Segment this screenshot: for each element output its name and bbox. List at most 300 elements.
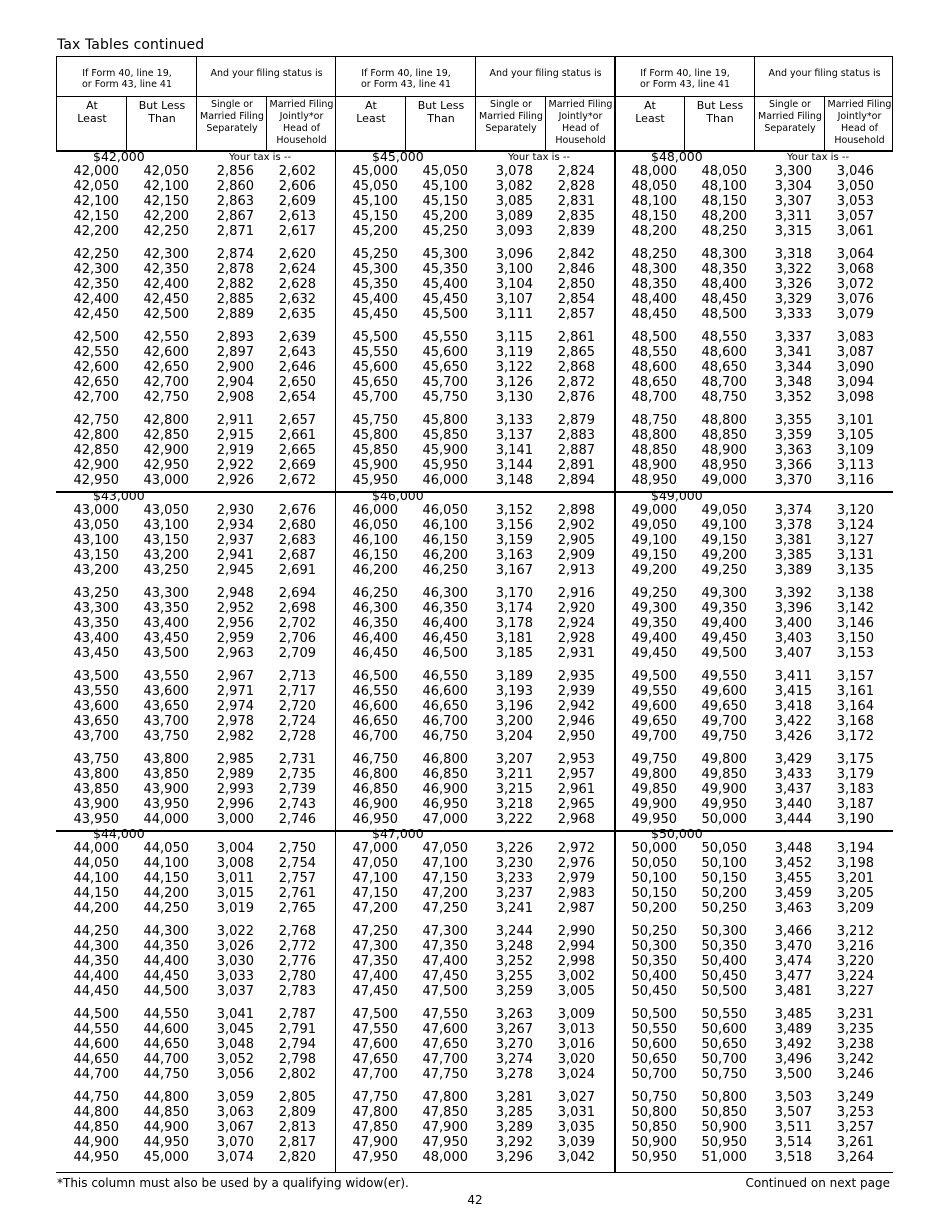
table-row [615, 307, 894, 322]
but-less-than-value: 42,350 [143, 262, 189, 277]
row-group [57, 752, 336, 827]
but-less-than-value: 50,250 [701, 901, 747, 916]
at-least-value: 42,400 [73, 292, 119, 307]
married-tax-value: 2,965 [557, 797, 595, 812]
single-tax-value: 2,915 [216, 428, 254, 443]
but-less-than-value: 48,000 [422, 1150, 468, 1165]
but-less-than-value: 44,200 [143, 886, 189, 901]
table-row [57, 586, 336, 601]
single-tax-value: 3,329 [774, 292, 812, 307]
at-least-value: 44,350 [73, 954, 119, 969]
at-least-value: 46,100 [352, 533, 398, 548]
single-tax-value: 3,307 [774, 194, 812, 209]
but-less-than-value: 43,700 [143, 714, 189, 729]
table-row [336, 563, 615, 578]
row-group [336, 503, 615, 586]
but-less-than-value: 46,350 [422, 601, 468, 616]
single-tax-value: 3,019 [216, 901, 254, 916]
single-tax-value: 3,045 [216, 1022, 254, 1037]
married-tax-value: 2,842 [557, 247, 595, 262]
single-tax-value: 2,919 [216, 443, 254, 458]
single-tax-value: 2,993 [216, 782, 254, 797]
but-less-than-value: 44,950 [143, 1135, 189, 1150]
at-least-value: 49,300 [631, 601, 677, 616]
but-less-than-value: 45,850 [422, 428, 468, 443]
single-tax-value: 2,922 [216, 458, 254, 473]
but-less-than-value: 45,000 [143, 1150, 189, 1165]
single-tax-value: 3,011 [216, 871, 254, 886]
at-least-value: 49,700 [631, 729, 677, 744]
but-less-than-value: 47,550 [422, 1007, 468, 1022]
but-less-than-value: 43,350 [143, 601, 189, 616]
single-tax-value: 3,196 [495, 699, 533, 714]
single-tax-value: 2,989 [216, 767, 254, 782]
but-less-than-value: 49,050 [701, 503, 747, 518]
table-row [57, 503, 336, 518]
married-tax-value: 2,757 [278, 871, 316, 886]
single-tax-value: 3,133 [495, 413, 533, 428]
single-tax-value: 3,218 [495, 797, 533, 812]
single-tax-value: 3,015 [216, 886, 254, 901]
but-less-than-value: 48,050 [701, 164, 747, 179]
single-tax-value: 3,141 [495, 443, 533, 458]
table-row [57, 262, 336, 277]
table-row [615, 345, 894, 360]
table-row [336, 1105, 615, 1120]
column-group-header [336, 57, 615, 96]
income-section [336, 489, 615, 827]
header-line: But Less [138, 99, 186, 112]
but-less-than-value: 48,850 [701, 428, 747, 443]
single-tax-value: 3,296 [495, 1150, 533, 1165]
but-less-than-value: 44,050 [143, 841, 189, 856]
single-tax-value: 3,244 [495, 924, 533, 939]
table-row [336, 841, 615, 856]
but-less-than-value: 47,350 [422, 939, 468, 954]
at-least-value: 47,700 [352, 1067, 398, 1082]
at-least-value: 49,000 [631, 503, 677, 518]
single-tax-value: 3,033 [216, 969, 254, 984]
table-row [615, 669, 894, 684]
married-tax-value: 3,161 [836, 684, 874, 699]
table-row [336, 767, 615, 782]
married-tax-value: 3,198 [836, 856, 874, 871]
at-least-value: 44,400 [73, 969, 119, 984]
married-tax-value: 3,027 [557, 1090, 595, 1105]
married-tax-value: 2,994 [557, 939, 595, 954]
single-tax-value: 3,289 [495, 1120, 533, 1135]
table-row [336, 601, 615, 616]
but-less-than-value: 44,650 [143, 1037, 189, 1052]
single-tax-value: 2,937 [216, 533, 254, 548]
continued-note: Continued on next page [745, 1176, 890, 1190]
but-less-than-value: 47,500 [422, 984, 468, 999]
but-less-than-value: 48,250 [701, 224, 747, 239]
table-row [336, 518, 615, 533]
single-tax-value: 3,459 [774, 886, 812, 901]
married-tax-value: 2,735 [278, 767, 316, 782]
single-tax-value: 3,304 [774, 179, 812, 194]
at-least-value: 47,550 [352, 1022, 398, 1037]
your-tax-label: Your tax is -- [508, 152, 571, 163]
single-tax-value: 3,181 [495, 631, 533, 646]
married-tax-value: 2,905 [557, 533, 595, 548]
single-tax-value: 3,263 [495, 1007, 533, 1022]
single-tax-value: 2,945 [216, 563, 254, 578]
table-row [336, 901, 615, 916]
single-tax-value: 2,856 [216, 164, 254, 179]
table-row [336, 375, 615, 390]
table-row [57, 1007, 336, 1022]
row-group [336, 586, 615, 669]
table-row [336, 1135, 615, 1150]
single-tax-value: 3,200 [495, 714, 533, 729]
single-tax-value: 3,063 [216, 1105, 254, 1120]
table-row [57, 714, 336, 729]
but-less-than-value: 44,400 [143, 954, 189, 969]
header-line: Jointly*or [558, 111, 603, 122]
but-less-than-value: 49,150 [701, 533, 747, 548]
your-tax-label: Your tax is -- [229, 152, 292, 163]
income-section [336, 827, 615, 1165]
table-row [615, 262, 894, 277]
married-jointly-header [546, 99, 615, 147]
single-tax-value: 3,466 [774, 924, 812, 939]
but-less-than-value: 45,150 [422, 194, 468, 209]
single-tax-value: 3,085 [495, 194, 533, 209]
if-form-line: or Form 43, line 41 [360, 79, 452, 90]
row-group [57, 1090, 336, 1165]
but-less-than-value: 49,450 [701, 631, 747, 646]
table-panel [57, 57, 336, 1165]
but-less-than-value: 43,150 [143, 533, 189, 548]
married-tax-value: 3,120 [836, 503, 874, 518]
married-tax-value: 2,683 [278, 533, 316, 548]
married-tax-value: 3,135 [836, 563, 874, 578]
married-tax-value: 2,772 [278, 939, 316, 954]
at-least-value: 46,550 [352, 684, 398, 699]
table-row [57, 797, 336, 812]
but-less-than-value: 44,750 [143, 1067, 189, 1082]
header-line: Least [635, 112, 665, 125]
single-tax-value: 2,948 [216, 586, 254, 601]
but-less-than-value: 49,300 [701, 586, 747, 601]
column-headers [57, 96, 336, 150]
table-row [336, 458, 615, 473]
married-tax-value: 2,694 [278, 586, 316, 601]
table-row [336, 924, 615, 939]
at-least-value: 49,550 [631, 684, 677, 699]
table-row [57, 646, 336, 661]
married-tax-value: 3,113 [836, 458, 874, 473]
married-tax-value: 2,828 [557, 179, 595, 194]
single-tax-value: 3,248 [495, 939, 533, 954]
table-row [57, 224, 336, 239]
at-least-value: 49,450 [631, 646, 677, 661]
table-row [615, 886, 894, 901]
married-tax-value: 2,661 [278, 428, 316, 443]
at-least-value: 48,700 [631, 390, 677, 405]
table-row [615, 699, 894, 714]
married-tax-value: 2,624 [278, 262, 316, 277]
but-less-than-value: 44,100 [143, 856, 189, 871]
single-tax-value: 3,385 [774, 548, 812, 563]
married-tax-value: 2,987 [557, 901, 595, 916]
but-less-than-value: 42,800 [143, 413, 189, 428]
but-less-than-value: 46,950 [422, 797, 468, 812]
table-row [57, 443, 336, 458]
table-row [336, 1007, 615, 1022]
at-least-value: 46,150 [352, 548, 398, 563]
table-row [336, 194, 615, 209]
at-least-value: 49,250 [631, 586, 677, 601]
but-less-than-value: 50,400 [701, 954, 747, 969]
table-row [336, 224, 615, 239]
row-group [57, 247, 336, 330]
at-least-value: 46,350 [352, 616, 398, 631]
single-tax-value: 3,270 [495, 1037, 533, 1052]
at-least-value: 46,850 [352, 782, 398, 797]
but-less-than-value: 50,900 [701, 1120, 747, 1135]
table-row [615, 428, 894, 443]
but-less-than-value: 48,500 [701, 307, 747, 322]
married-tax-value: 2,809 [278, 1105, 316, 1120]
single-tax-value: 3,341 [774, 345, 812, 360]
section-heading [615, 150, 894, 164]
but-less-than-value: 42,250 [143, 224, 189, 239]
single-tax-value: 3,189 [495, 669, 533, 684]
row-group [336, 924, 615, 1007]
but-less-than-value: 43,600 [143, 684, 189, 699]
table-row [57, 375, 336, 390]
but-less-than-value: 45,900 [422, 443, 468, 458]
at-least-value: 42,800 [73, 428, 119, 443]
table-row [336, 752, 615, 767]
single-tax-value: 2,971 [216, 684, 254, 699]
single-tax-value: 3,437 [774, 782, 812, 797]
married-tax-value: 3,224 [836, 969, 874, 984]
if-form-line: or Form 43, line 41 [81, 79, 173, 90]
at-least-value: 47,750 [352, 1090, 398, 1105]
married-tax-value: 3,016 [557, 1037, 595, 1052]
married-tax-value: 3,064 [836, 247, 874, 262]
column-group-header [615, 57, 894, 96]
income-section [57, 150, 336, 488]
single-tax-value: 3,126 [495, 375, 533, 390]
at-least-value: 43,050 [73, 518, 119, 533]
at-least-value: 50,300 [631, 939, 677, 954]
single-header [476, 99, 546, 135]
row-group [57, 586, 336, 669]
if-form-label [57, 68, 197, 90]
at-least-value: 50,250 [631, 924, 677, 939]
column-headers [336, 96, 615, 150]
table-row [615, 563, 894, 578]
married-tax-value: 3,079 [836, 307, 874, 322]
but-less-than-value: 45,400 [422, 277, 468, 292]
if-form-line: If Form 40, line 19, [640, 68, 730, 79]
table-row [336, 871, 615, 886]
but-less-than-value: 43,050 [143, 503, 189, 518]
single-tax-value: 3,233 [495, 871, 533, 886]
at-least-value: 50,050 [631, 856, 677, 871]
but-less-than-value: 46,850 [422, 767, 468, 782]
row-group [57, 330, 336, 413]
row-group [57, 413, 336, 488]
at-least-value: 46,950 [352, 812, 398, 827]
header-line: Separately [206, 123, 258, 134]
at-least-value: 48,650 [631, 375, 677, 390]
single-tax-value: 3,392 [774, 586, 812, 601]
table-row [336, 292, 615, 307]
but-less-than-value: 46,750 [422, 729, 468, 744]
at-least-value: 48,250 [631, 247, 677, 262]
at-least-value: 48,350 [631, 277, 677, 292]
but-less-than-value: 50,450 [701, 969, 747, 984]
married-tax-value: 3,249 [836, 1090, 874, 1105]
table-row [615, 224, 894, 239]
single-tax-value: 3,159 [495, 533, 533, 548]
income-section [615, 489, 894, 827]
single-tax-value: 2,930 [216, 503, 254, 518]
married-tax-value: 3,153 [836, 646, 874, 661]
single-tax-value: 2,959 [216, 631, 254, 646]
at-least-value: 47,350 [352, 954, 398, 969]
at-least-value: 47,650 [352, 1052, 398, 1067]
married-tax-value: 3,046 [836, 164, 874, 179]
table-panel [336, 57, 615, 1165]
at-least-value: 44,200 [73, 901, 119, 916]
but-less-than-value: 47,450 [422, 969, 468, 984]
at-least-value: 44,550 [73, 1022, 119, 1037]
table-row [615, 969, 894, 984]
header-vertical-rule [754, 57, 755, 96]
table-row [336, 277, 615, 292]
but-less-than-value: 43,300 [143, 586, 189, 601]
table-row [336, 428, 615, 443]
table-row [615, 458, 894, 473]
row-group [57, 1007, 336, 1090]
header-line: Least [356, 112, 386, 125]
header-line: Head of [282, 123, 321, 134]
but-less-than-value: 46,600 [422, 684, 468, 699]
at-least-value: 43,600 [73, 699, 119, 714]
header-line: Married Filing [200, 111, 264, 122]
but-less-than-value: 48,800 [701, 413, 747, 428]
but-less-than-value: 44,850 [143, 1105, 189, 1120]
at-least-value: 48,500 [631, 330, 677, 345]
but-less-than-value: 47,950 [422, 1135, 468, 1150]
but-less-than-value: 50,300 [701, 924, 747, 939]
table-row [615, 684, 894, 699]
single-tax-value: 2,978 [216, 714, 254, 729]
married-tax-value: 3,053 [836, 194, 874, 209]
married-tax-value: 3,013 [557, 1022, 595, 1037]
table-row [615, 752, 894, 767]
column-headers [615, 96, 894, 150]
but-less-than-value: 45,950 [422, 458, 468, 473]
married-tax-value: 2,861 [557, 330, 595, 345]
at-least-value: 47,150 [352, 886, 398, 901]
but-less-than-value: 48,550 [701, 330, 747, 345]
single-tax-value: 2,985 [216, 752, 254, 767]
single-tax-value: 3,474 [774, 954, 812, 969]
married-tax-value: 2,946 [557, 714, 595, 729]
at-least-value: 45,150 [352, 209, 398, 224]
single-tax-value: 2,911 [216, 413, 254, 428]
but-less-than-value: 48,100 [701, 179, 747, 194]
at-least-value: 46,700 [352, 729, 398, 744]
married-tax-value: 3,050 [836, 179, 874, 194]
at-least-value: 42,600 [73, 360, 119, 375]
at-least-value: 50,750 [631, 1090, 677, 1105]
table-row [57, 413, 336, 428]
but-less-than-value: 48,600 [701, 345, 747, 360]
single-tax-value: 3,052 [216, 1052, 254, 1067]
header-vertical-rule [126, 96, 127, 150]
table-row [57, 209, 336, 224]
but-less-than-value: 48,400 [701, 277, 747, 292]
married-tax-value: 2,687 [278, 548, 316, 563]
at-least-value: 46,500 [352, 669, 398, 684]
at-least-value: 46,400 [352, 631, 398, 646]
at-least-value: 45,400 [352, 292, 398, 307]
at-least-value: 45,700 [352, 390, 398, 405]
married-tax-value: 2,657 [278, 413, 316, 428]
row-group [336, 669, 615, 752]
at-least-value: 44,000 [73, 841, 119, 856]
married-tax-value: 2,854 [557, 292, 595, 307]
at-least-value: 47,850 [352, 1120, 398, 1135]
at-least-value: 45,850 [352, 443, 398, 458]
row-group [57, 164, 336, 247]
but-less-than-value: 42,500 [143, 307, 189, 322]
but-less-than-value: 47,600 [422, 1022, 468, 1037]
table-row [615, 586, 894, 601]
single-tax-value: 3,418 [774, 699, 812, 714]
table-row [57, 345, 336, 360]
table-row [615, 330, 894, 345]
married-tax-value: 2,957 [557, 767, 595, 782]
married-tax-value: 2,831 [557, 194, 595, 209]
at-least-value: 44,100 [73, 871, 119, 886]
header-line: At [86, 99, 98, 112]
but-less-than-value: 45,300 [422, 247, 468, 262]
at-least-header [336, 99, 406, 125]
section-heading [615, 827, 894, 841]
at-least-header [57, 99, 127, 125]
table-row [615, 646, 894, 661]
income-section [336, 150, 615, 488]
at-least-value: 44,150 [73, 886, 119, 901]
but-less-than-value: 47,100 [422, 856, 468, 871]
married-tax-value: 2,706 [278, 631, 316, 646]
married-tax-value: 3,227 [836, 984, 874, 999]
single-tax-value: 2,952 [216, 601, 254, 616]
single-tax-value: 2,897 [216, 345, 254, 360]
married-tax-value: 3,253 [836, 1105, 874, 1120]
table-row [615, 179, 894, 194]
but-less-than-value: 46,500 [422, 646, 468, 661]
at-least-value: 49,100 [631, 533, 677, 548]
but-less-than-value: 45,550 [422, 330, 468, 345]
single-tax-value: 3,477 [774, 969, 812, 984]
table-row [336, 443, 615, 458]
row-group [336, 841, 615, 924]
married-tax-value: 3,238 [836, 1037, 874, 1052]
married-tax-value: 2,916 [557, 586, 595, 601]
married-tax-value: 2,702 [278, 616, 316, 631]
